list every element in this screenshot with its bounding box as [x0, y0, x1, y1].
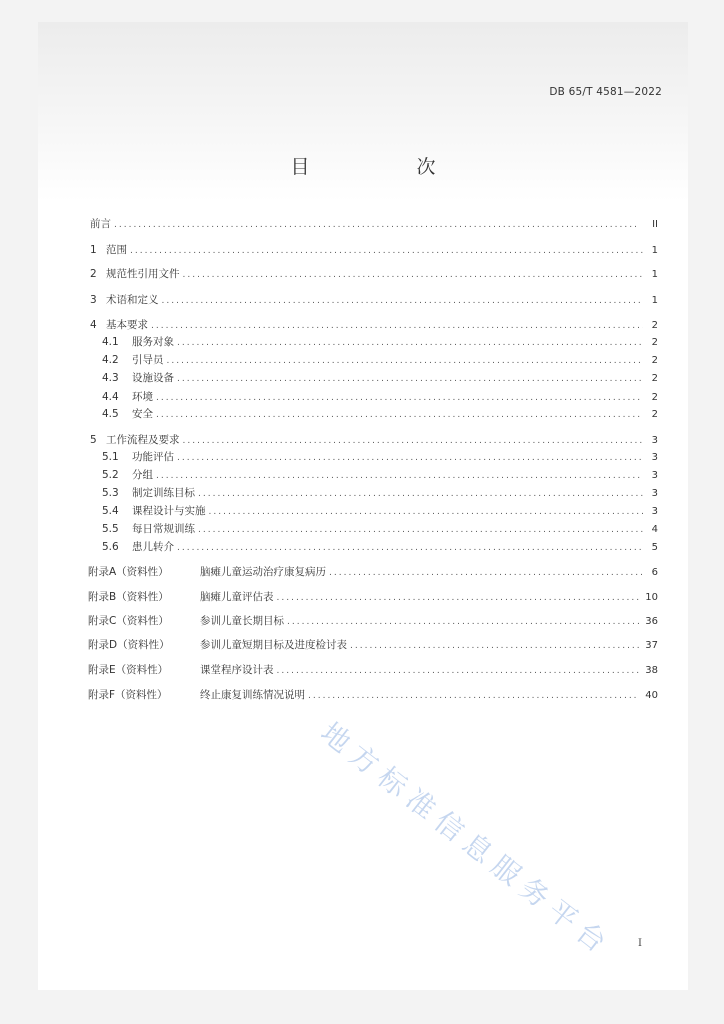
toc-leader-dots: [198, 525, 643, 535]
toc-entry-page: 4: [651, 524, 658, 535]
toc-leader-dots: [183, 436, 644, 446]
toc-entry-page: 38: [645, 665, 658, 676]
toc-entry-page: 2: [651, 337, 658, 348]
document-page: [38, 22, 688, 990]
toc-leader-dots: [151, 321, 643, 331]
toc-entry-page: 2: [651, 355, 658, 366]
toc-entry-label: 安全: [132, 408, 153, 420]
toc-entry-number: 4.3: [102, 372, 119, 384]
toc-leader-dots: [350, 641, 639, 651]
toc-entry-label: 课程设计与实施: [132, 505, 206, 517]
toc-entry[interactable]: [38, 389, 688, 403]
document-code: DB 65/T 4581—2022: [549, 86, 662, 98]
toc-entry[interactable]: [38, 503, 688, 517]
toc-leader-dots: [156, 471, 643, 481]
toc-entry[interactable]: [38, 292, 688, 306]
toc-entry-page: 1: [651, 295, 658, 306]
toc-entry-page: 2: [651, 392, 658, 403]
toc-leader-dots: [209, 507, 644, 517]
toc-entry[interactable]: [38, 352, 688, 366]
toc-entry-label: 每日常规训练: [132, 523, 195, 535]
toc-entry-page: 10: [645, 592, 658, 603]
toc-entry-number: 1: [90, 244, 97, 256]
toc-leader-dots: [198, 489, 643, 499]
toc-leader-dots: [177, 374, 643, 384]
toc-leader-dots: [287, 617, 639, 627]
toc-entry-label: 基本要求: [106, 319, 148, 331]
toc-entry-label: 范围: [106, 244, 127, 256]
toc-entry-label: 制定训练目标: [132, 487, 195, 499]
toc-entry-number: 4.5: [102, 408, 119, 420]
toc-entry-page: 1: [651, 245, 658, 256]
toc-entry-page: 40: [645, 690, 658, 701]
toc-entry-number: 附录E（资料性）: [88, 664, 169, 676]
toc-entry-number: 5.4: [102, 505, 119, 517]
toc-entry-label: 规范性引用文件: [106, 268, 180, 280]
toc-leader-dots: [130, 246, 643, 256]
toc-leader-dots: [177, 543, 643, 553]
toc-leader-dots: [156, 393, 643, 403]
toc-entry-page: 3: [651, 488, 658, 499]
toc-entry-number: 附录A（资料性）: [88, 566, 169, 578]
toc-entry-label: 终止康复训练情况说明: [200, 689, 305, 701]
toc-entry[interactable]: [38, 370, 688, 384]
toc-entry[interactable]: [38, 589, 688, 603]
watermark-text: 地方标准信息服务平台: [314, 715, 619, 964]
toc-entry-number: 4.2: [102, 354, 119, 366]
toc-leader-dots: [156, 410, 643, 420]
toc-leader-dots: [308, 691, 639, 701]
toc-entry[interactable]: [38, 467, 688, 481]
toc-entry-number: 5.5: [102, 523, 119, 535]
toc-entry-number: 5.6: [102, 541, 119, 553]
toc-leader-dots: [177, 453, 643, 463]
toc-entry[interactable]: [38, 539, 688, 553]
toc-entry-page: 3: [651, 506, 658, 517]
toc-entry-label: 脑瘫儿童运动治疗康复病历: [200, 566, 326, 578]
toc-entry-label: 参训儿童长期目标: [200, 615, 284, 627]
toc-leader-dots: [167, 356, 644, 366]
toc-entry-label: 术语和定义: [106, 294, 159, 306]
toc-entry[interactable]: [38, 334, 688, 348]
toc-entry-label: 引导员: [132, 354, 164, 366]
toc-entry-page: 3: [651, 470, 658, 481]
toc-leader-dots: [114, 220, 639, 230]
toc-entry-label: 参训儿童短期目标及进度检讨表: [200, 639, 347, 651]
toc-entry[interactable]: [38, 613, 688, 627]
toc-entry-page: 3: [651, 452, 658, 463]
toc-entry-number: 5.2: [102, 469, 119, 481]
toc-leader-dots: [277, 666, 640, 676]
toc-entry-number: 4: [90, 319, 97, 331]
toc-leader-dots: [329, 568, 643, 578]
toc-leader-dots: [162, 296, 644, 306]
toc-entry-label: 服务对象: [132, 336, 174, 348]
toc-entry[interactable]: [38, 317, 688, 331]
toc-entry[interactable]: [38, 432, 688, 446]
toc-entry-label: 前言: [90, 218, 111, 230]
toc-title: 目 次: [290, 156, 480, 178]
toc-entry-label: 患儿转介: [132, 541, 174, 553]
toc-entry[interactable]: [38, 521, 688, 535]
toc-entry[interactable]: [38, 216, 688, 230]
toc-entry[interactable]: [38, 637, 688, 651]
toc-entry-label: 脑瘫儿童评估表: [200, 591, 274, 603]
toc-entry-number: 4.1: [102, 336, 119, 348]
toc-entry-page: 6: [651, 567, 658, 578]
toc-entry-page: 2: [651, 373, 658, 384]
toc-entry-page: 2: [651, 320, 658, 331]
toc-entry-page: 2: [651, 409, 658, 420]
toc-entry[interactable]: [38, 242, 688, 256]
toc-entry[interactable]: [38, 485, 688, 499]
toc-entry-page: 37: [645, 640, 658, 651]
toc-entry-number: 附录B（资料性）: [88, 591, 169, 603]
toc-entry[interactable]: [38, 406, 688, 420]
toc-entry-label: 功能评估: [132, 451, 174, 463]
toc-entry-page: 5: [651, 542, 658, 553]
toc-entry-number: 2: [90, 268, 97, 280]
toc-entry-label: 设施设备: [132, 372, 174, 384]
toc-entry[interactable]: [38, 449, 688, 463]
toc-entry-label: 环境: [132, 391, 153, 403]
toc-entry-page: 36: [645, 616, 658, 627]
toc-entry[interactable]: [38, 662, 688, 676]
toc-entry-number: 5: [90, 434, 97, 446]
page-number: I: [638, 938, 642, 949]
toc-leader-dots: [177, 338, 643, 348]
toc-entry-label: 工作流程及要求: [106, 434, 180, 446]
toc-entry[interactable]: [38, 687, 688, 701]
toc-entry-label: 分组: [132, 469, 153, 481]
toc-entry-page: II: [652, 219, 658, 230]
toc-entry-number: 4.4: [102, 391, 119, 403]
toc-entry[interactable]: [38, 564, 688, 578]
toc-entry-number: 5.1: [102, 451, 119, 463]
toc-entry-number: 附录F（资料性）: [88, 689, 168, 701]
toc-entry-number: 5.3: [102, 487, 119, 499]
toc-entry[interactable]: [38, 266, 688, 280]
toc-entry-page: 3: [651, 435, 658, 446]
toc-entry-page: 1: [651, 269, 658, 280]
toc-entry-number: 附录C（资料性）: [88, 615, 169, 627]
toc-entry-number: 3: [90, 294, 97, 306]
toc-entry-number: 附录D（资料性）: [88, 639, 170, 651]
toc-entry-label: 课堂程序设计表: [200, 664, 274, 676]
toc-leader-dots: [183, 270, 644, 280]
toc-leader-dots: [277, 593, 640, 603]
